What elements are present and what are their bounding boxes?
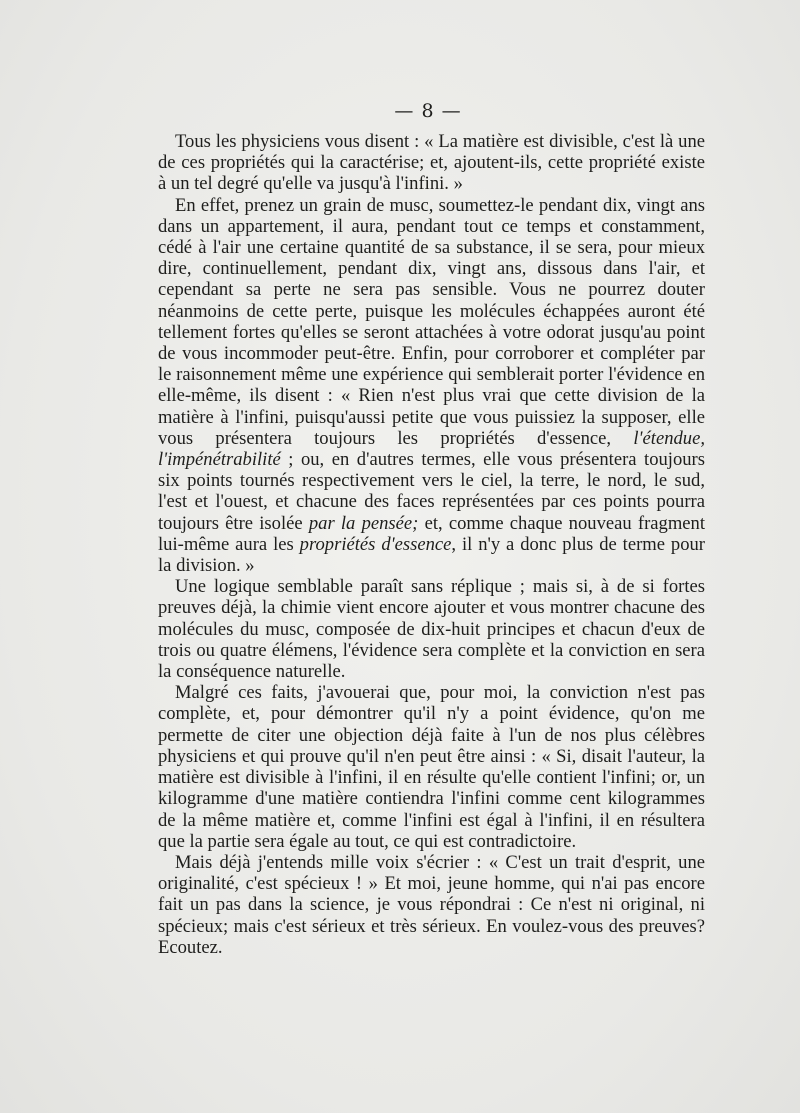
text-segment: Une logique semblable paraît sans réplique ; mais si, à de si fortes preuves déjà, la chimie vient encore ajouter et vous montrer chacune des molécules du musc, composée de dix-huit principes et chacun d'eux de trois ou quatre élémens, l'évidence sera complète et la conviction en sera la conséquence naturelle. [158, 576, 705, 683]
text-segment: , il n'y a donc plus de terme pour la division. » [158, 533, 705, 577]
text-segment: Mais déjà j'entends mille voix s'écrier : « C'est un trait d'esprit, une originalité, c'est spécieux ! » Et moi, jeune homme, qui n'ai pas encore fait un pas dans la science, je vous répondrai : Ce n'est ni original, ni spécieux; mais c'est sérieux et très sérieux. En voulez-vous des preuves? Ecoutez. [158, 851, 705, 958]
text-segment: Tous les physiciens vous disent : « La matière est divisible, c'est là une de ces propriétés qui la caractérise; et, ajoutent-ils, cette propriété existe à un tel degré qu'elle va jusqu'à l'infini. » [158, 131, 705, 195]
italic-text-segment: l'étendue, l'impénétrabilité [158, 427, 705, 471]
text-segment: Malgré ces faits, j'avouerai que, pour moi, la conviction n'est pas complète, et, pour démontrer qu'il n'y a point évidence, qu'on me permette de citer une objection déjà faite à l'un de nos plus célèbres physiciens et qui prouve qu'il n'en peut être ainsi : « Si, disait l'auteur, la matière est divisible à l'infini, il en résulte qu'elle contient l'infini; or, un kilogramme d'une matière contiendra l'infini comme cent kilogrammes de la même matière et, comme l'infini est égal à l'infini, il en résultera que la partie sera égale au tout, ce qui est contradictoire. [158, 682, 705, 852]
body-text [158, 131, 705, 958]
page-number: — 8 — [394, 100, 462, 122]
text-segment: ; ou, en d'autres termes, elle vous présentera toujours six points tournés respectivement vers le ciel, la terre, le nord, le sud, l'est et l'ouest, et chacune des faces représentées par ces points pourra toujours être isolée [158, 449, 705, 534]
text-segment: et, comme chaque nouveau fragment lui-même aura les [158, 512, 705, 555]
paragraph [158, 852, 705, 958]
italic-text-segment: propriétés d'essence [299, 533, 452, 555]
paragraph [158, 682, 705, 852]
paragraph [158, 576, 705, 682]
text-segment: En effet, prenez un grain de musc, soumettez-le pendant dix, vingt ans dans un appartement, il aura, pendant tout ce temps et constamment, cédé à l'air une certaine quantité de sa substance, il se sera, pour mieux dire, continuellement, pendant dix, vingt ans, dissous dans l'air, et cependant sa perte ne sera pas sensible. Vous ne pourrez douter néanmoins de cette perte, puisque les molécules échappées auront été tellement fortes qu'elles se seront attachées à votre odorat jusqu'au point de vous incommoder peut-être. Enfin, pour corroborer et compléter par le raisonnement même une expérience qui semblerait porter l'évidence en elle-même, ils disent : « Rien n'est plus vrai que cette division de la matière à l'infini, puisqu'aussi petite que vous puissiez la supposer, elle vous présentera toujours les propriétés d'essence, [158, 194, 705, 449]
italic-text-segment: par la pensée; [308, 512, 419, 534]
paragraph [158, 131, 705, 195]
paragraph [158, 195, 705, 577]
